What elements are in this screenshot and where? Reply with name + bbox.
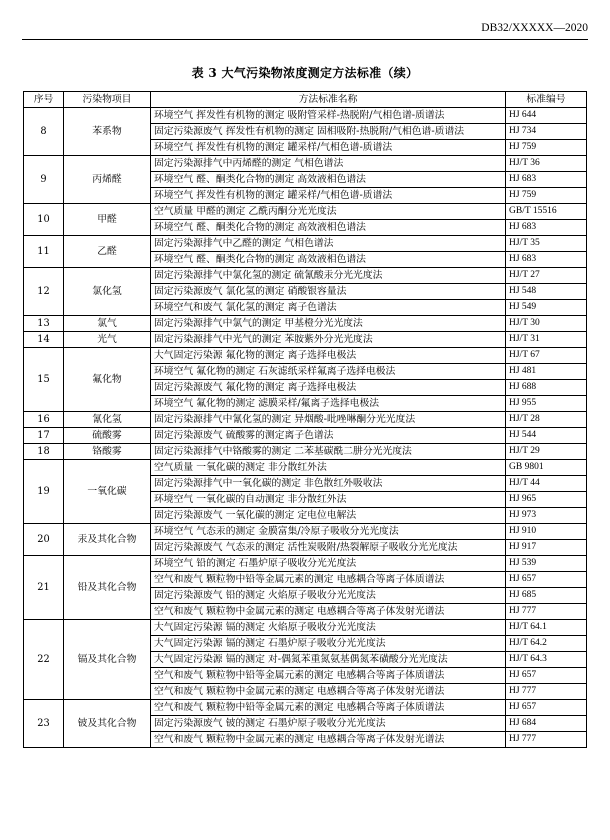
pollutant-name: 光气: [64, 332, 151, 348]
row-number: 13: [24, 316, 64, 332]
pollutant-name: 氯气: [64, 316, 151, 332]
method-name: 固定污染源排气中铬酸雾的测定 二苯基碳酰二肼分光光度法: [151, 444, 506, 460]
row-number: 9: [24, 156, 64, 204]
method-name: 固定污染源排气中氯化氢的测定 硫氰酸汞分光光度法: [151, 268, 506, 284]
pollutant-name: 丙烯醛: [64, 156, 151, 204]
method-name: 环境空气 挥发性有机物的测定 罐采样/气相色谱-质谱法: [151, 140, 506, 156]
standard-number: HJ 657: [506, 572, 587, 588]
pollutant-name: 铅及其化合物: [64, 556, 151, 620]
pollutant-name: 镉及其化合物: [64, 620, 151, 700]
method-name: 环境空气 铅的测定 石墨炉原子吸收分光光度法: [151, 556, 506, 572]
method-name: 固定污染源废气 氯化氢的测定 硝酸银容量法: [151, 284, 506, 300]
method-name: 环境空气 氟化物的测定 石灰滤纸采样氟离子选择电极法: [151, 364, 506, 380]
standard-number: HJ 777: [506, 604, 587, 620]
column-header-std: 标准编号: [506, 92, 587, 108]
pollutant-name: 氰化氢: [64, 412, 151, 428]
method-name: 空气和废气 颗粒物中铅等金属元素的测定 电感耦合等离子体质谱法: [151, 572, 506, 588]
standard-number: HJ 683: [506, 172, 587, 188]
standard-number: GB 9801: [506, 460, 587, 476]
method-name: 空气和废气 颗粒物中金属元素的测定 电感耦合等离子体发射光谱法: [151, 684, 506, 700]
standard-number: HJ 777: [506, 684, 587, 700]
row-number: 15: [24, 348, 64, 412]
pollutant-name: 汞及其化合物: [64, 524, 151, 556]
table-row: [24, 236, 587, 252]
standard-number: HJ 688: [506, 380, 587, 396]
standard-number: HJ/T 27: [506, 268, 587, 284]
standard-number: HJ 644: [506, 108, 587, 124]
row-number: 19: [24, 460, 64, 524]
table-row: [24, 156, 587, 172]
table-body: [24, 108, 587, 748]
standard-number: HJ 539: [506, 556, 587, 572]
header-row: [24, 92, 587, 108]
method-name: 大气固定污染源 氟化物的测定 离子选择电极法: [151, 348, 506, 364]
row-number: 22: [24, 620, 64, 700]
standard-number: HJ 955: [506, 396, 587, 412]
standard-number: HJ 685: [506, 588, 587, 604]
method-name: 环境空气 醛、酮类化合物的测定 高效液相色谱法: [151, 252, 506, 268]
standard-number: HJ 973: [506, 508, 587, 524]
method-name: 大气固定污染源 镉的测定 火焰原子吸收分光光度法: [151, 620, 506, 636]
method-name: 固定污染源排气中乙醛的测定 气相色谱法: [151, 236, 506, 252]
standard-number: HJ/T 67: [506, 348, 587, 364]
standard-number: HJ/T 64.1: [506, 620, 587, 636]
row-number: 10: [24, 204, 64, 236]
table-title: 表 3 大气污染物浓度测定方法标准（续）: [191, 66, 419, 80]
pollutant-name: 铬酸雾: [64, 444, 151, 460]
column-header-no: 序号: [24, 92, 64, 108]
method-name: 固定污染源废气 挥发性有机物的测定 固相吸附-热脱附/气相色谱-质谱法: [151, 124, 506, 140]
table-row: [24, 316, 587, 332]
standard-number: HJ/T 64.3: [506, 652, 587, 668]
method-name: 环境空气 挥发性有机物的测定 吸附管采样-热脱附/气相色谱-质谱法: [151, 108, 506, 124]
pollutant-name: 甲醛: [64, 204, 151, 236]
standard-number: HJ 683: [506, 220, 587, 236]
table-row: [24, 556, 587, 572]
standard-number: HJ 683: [506, 252, 587, 268]
method-name: 固定污染源废气 一氧化碳的测定 定电位电解法: [151, 508, 506, 524]
standard-number: HJ 549: [506, 300, 587, 316]
row-number: 12: [24, 268, 64, 316]
standards-table: [23, 91, 587, 748]
method-name: 空气和废气 颗粒物中铅等金属元素的测定 电感耦合等离子体质谱法: [151, 700, 506, 716]
standard-number: HJ 657: [506, 668, 587, 684]
table-header: [24, 92, 587, 108]
table-row: [24, 204, 587, 220]
method-name: 固定污染源排气中一氧化碳的测定 非色散红外吸收法: [151, 476, 506, 492]
method-name: 固定污染源排气中氰化氢的测定 异烟酸-吡唑啉酮分光光度法: [151, 412, 506, 428]
standard-number: HJ 965: [506, 492, 587, 508]
table-row: [24, 348, 587, 364]
method-name: 环境空气 氟化物的测定 滤膜采样/氟离子选择电极法: [151, 396, 506, 412]
table-row: [24, 332, 587, 348]
standard-number: HJ 777: [506, 732, 587, 748]
table-row: [24, 108, 587, 124]
method-name: 固定污染源排气中氯气的测定 甲基橙分光光度法: [151, 316, 506, 332]
row-number: 14: [24, 332, 64, 348]
standard-number: HJ 657: [506, 700, 587, 716]
header-rule: [22, 39, 588, 40]
table-row: [24, 620, 587, 636]
method-name: 固定污染源排气中丙烯醛的测定 气相色谱法: [151, 156, 506, 172]
method-name: 空气和废气 颗粒物中铅等金属元素的测定 电感耦合等离子体质谱法: [151, 668, 506, 684]
pollutant-name: 乙醛: [64, 236, 151, 268]
row-number: 16: [24, 412, 64, 428]
row-number: 18: [24, 444, 64, 460]
table-row: [24, 460, 587, 476]
row-number: 23: [24, 700, 64, 748]
column-header-pollutant: 污染物项目: [64, 92, 151, 108]
standard-number: HJ/T 29: [506, 444, 587, 460]
method-name: 固定污染源废气 硫酸雾的测定离子色谱法: [151, 428, 506, 444]
pollutant-name: 铍及其化合物: [64, 700, 151, 748]
standard-number: HJ 544: [506, 428, 587, 444]
standard-number: GB/T 15516: [506, 204, 587, 220]
row-number: 17: [24, 428, 64, 444]
standard-number: HJ/T 31: [506, 332, 587, 348]
method-name: 环境空气 醛、酮类化合物的测定 高效液相色谱法: [151, 172, 506, 188]
column-header-method: 方法标准名称: [151, 92, 506, 108]
standard-number: HJ 917: [506, 540, 587, 556]
method-name: 环境空气和废气 氯化氢的测定 离子色谱法: [151, 300, 506, 316]
row-number: 8: [24, 108, 64, 156]
pollutant-name: 苯系物: [64, 108, 151, 156]
pollutant-name: 氟化物: [64, 348, 151, 412]
method-name: 空气和废气 颗粒物中金属元素的测定 电感耦合等离子体发射光谱法: [151, 604, 506, 620]
standard-number: HJ/T 64.2: [506, 636, 587, 652]
method-name: 固定污染源废气 铅的测定 火焰原子吸收分光光度法: [151, 588, 506, 604]
pollutant-name: 氯化氢: [64, 268, 151, 316]
standard-number: HJ 481: [506, 364, 587, 380]
method-name: 空气和废气 颗粒物中金属元素的测定 电感耦合等离子体发射光谱法: [151, 732, 506, 748]
standard-number: HJ/T 35: [506, 236, 587, 252]
row-number: 11: [24, 236, 64, 268]
method-name: 空气质量 一氧化碳的测定 非分散红外法: [151, 460, 506, 476]
method-name: 大气固定污染源 镉的测定 对-偶氮苯重氮氨基偶氮苯磺酸分光光度法: [151, 652, 506, 668]
method-name: 空气质量 甲醛的测定 乙酰丙酮分光光度法: [151, 204, 506, 220]
standard-number: HJ 759: [506, 188, 587, 204]
row-number: 20: [24, 524, 64, 556]
table-row: [24, 700, 587, 716]
standard-number: HJ 910: [506, 524, 587, 540]
method-name: 固定污染源废气 气态汞的测定 活性炭吸附/热裂解原子吸收分光光度法: [151, 540, 506, 556]
standard-number: HJ 734: [506, 124, 587, 140]
table-row: [24, 412, 587, 428]
method-name: 固定污染源废气 氟化物的测定 离子选择电极法: [151, 380, 506, 396]
method-name: 固定污染源废气 铍的测定 石墨炉原子吸收分光光度法: [151, 716, 506, 732]
standard-number: HJ/T 28: [506, 412, 587, 428]
document-code: DB32/XXXXX—2020: [481, 22, 588, 34]
method-name: 固定污染源排气中光气的测定 苯胺紫外分光光度法: [151, 332, 506, 348]
pollutant-name: 一氧化碳: [64, 460, 151, 524]
method-name: 环境空气 醛、酮类化合物的测定 高效液相色谱法: [151, 220, 506, 236]
standard-number: HJ 684: [506, 716, 587, 732]
table-row: [24, 268, 587, 284]
table-row: [24, 428, 587, 444]
method-name: 环境空气 一氧化碳的自动测定 非分散红外法: [151, 492, 506, 508]
standard-number: HJ 548: [506, 284, 587, 300]
table-row: [24, 444, 587, 460]
table-row: [24, 524, 587, 540]
standard-number: HJ/T 36: [506, 156, 587, 172]
row-number: 21: [24, 556, 64, 620]
standard-number: HJ/T 44: [506, 476, 587, 492]
pollutant-name: 硫酸雾: [64, 428, 151, 444]
standard-number: HJ/T 30: [506, 316, 587, 332]
method-name: 环境空气 气态汞的测定 金膜富集/冷原子吸收分光光度法: [151, 524, 506, 540]
standard-number: HJ 759: [506, 140, 587, 156]
method-name: 大气固定污染源 镉的测定 石墨炉原子吸收分光光度法: [151, 636, 506, 652]
method-name: 环境空气 挥发性有机物的测定 罐采样/气相色谱-质谱法: [151, 188, 506, 204]
